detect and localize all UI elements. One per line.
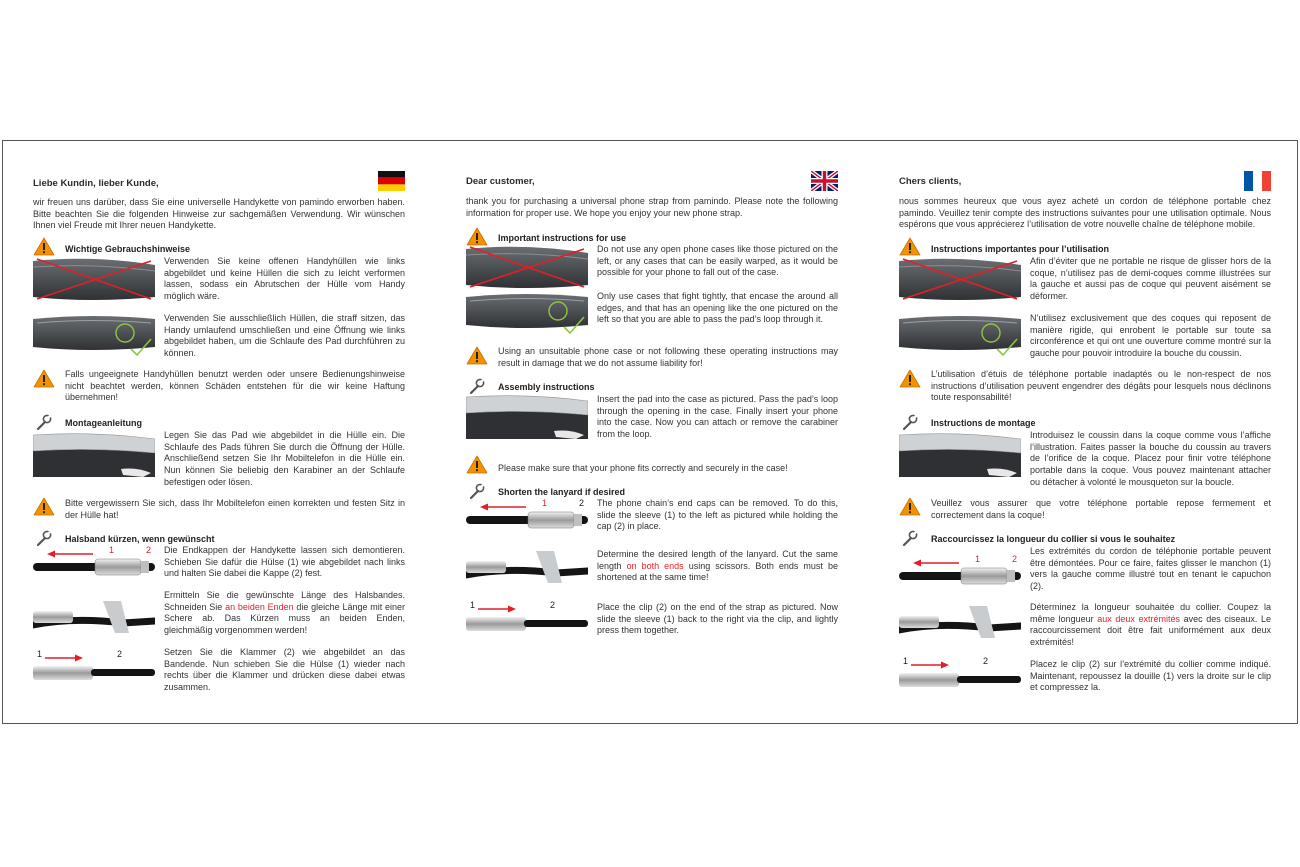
check-text-de: Bitte vergewissern Sie sich, dass Ihr Mobiltelefon einen korrekten und festen Sitz in der Hülle hat! bbox=[65, 498, 405, 520]
label-two: 2 bbox=[983, 656, 989, 666]
step1-text-en: The phone chain’s end caps can be removed. To do this, slide the sleeve (1) to the left as pictured while holding the cap (2) in place. bbox=[597, 498, 838, 532]
liability-text-de: Falls ungeeignete Handyhüllen benutzt werden oder unsere Bedienungshinweise nicht beachtet werden, können Schäden entstehen für die wir keine Haftung übernehmen! bbox=[65, 369, 405, 403]
warning-icon bbox=[33, 497, 55, 516]
bad-case-text-de: Verwenden Sie keine offenen Handyhüllen wie links abgebildet und keine Hüllen die sich zu leicht verformen lassen, sodass ein Abrutschen der Hülle vom Handy möglich wäre. bbox=[164, 256, 405, 302]
greeting-de: Liebe Kundin, lieber Kunde, bbox=[33, 178, 159, 189]
good-case-text-en: Only use cases that fight tightly, that encase the around all edges, and that has an opening like the one pictured on the left so that you are able to pass the pad’s loop through it. bbox=[597, 291, 838, 325]
strap-attach-image bbox=[33, 648, 155, 684]
strap-attach-image bbox=[466, 599, 588, 635]
english-column bbox=[466, 141, 838, 725]
greeting-fr: Chers clients, bbox=[899, 176, 962, 187]
tight-case-check-image bbox=[33, 313, 155, 357]
pad-insert-image bbox=[33, 433, 155, 477]
pad-insert-image bbox=[466, 395, 588, 439]
label-one: 1 bbox=[109, 545, 115, 555]
good-case-text-fr: N’utilisez exclusivement que des coques qui reposent de manière rigide, qui enrobent le portable sur toute sa circonférence et qui ont une ouverture comme montré sur la gauche pour pouvoir introduire la bouche du coussin. bbox=[1030, 313, 1271, 359]
intro-en: thank you for purchasing a universal phone strap from pamindo. Please note the following information for proper use. We hope you enjoy your new phone strap. bbox=[466, 196, 838, 218]
wrench-icon bbox=[35, 414, 52, 431]
step2-text-de: Ermitteln Sie die gewünschte Länge des Halsbandes. Schneiden Sie an beiden Enden die gleiche Länge mit einer Schere ab. Das Kürzen muss an beiden Enden, gleichmäßig vorgenommen werden! bbox=[164, 590, 405, 636]
check-text-en: Please make sure that your phone fits correctly and securely in the case! bbox=[498, 463, 788, 473]
assembly-heading-fr: Instructions de montage bbox=[931, 418, 1036, 428]
shorten-heading-en: Shorten the lanyard if desired bbox=[498, 487, 626, 497]
step2-text-fr: Déterminez la longueur souhaitée du collier. Coupez la même longueur aux deux extrémités avec des ciseaux. Le raccourcissement doit être fait uniformément aux deux extrémités! bbox=[1030, 602, 1271, 648]
assembly-text-en: Insert the pad into the case as pictured. Pass the pad’s loop through the opening in the case. Finally insert your phone into the case. Now you can attach or remove the carabiner from the loop. bbox=[597, 394, 838, 440]
german-column bbox=[33, 141, 405, 725]
step1-text-de: Die Endkappen der Handykette lassen sich demontieren. Schieben Sie dafür die Hülse (1) wie abgebildet nach links und halten Sie dabei die Kappe (2) fest. bbox=[164, 545, 405, 579]
label-two: 2 bbox=[117, 649, 123, 659]
step2-text-en: Determine the desired length of the lanyard. Cut the same length on both ends using scissors. Both ends must be shortened at the same time! bbox=[597, 549, 838, 583]
bad-case-text-fr: Afin d’éviter que ne portable ne risque de glisser hors de la coque, n’utilisez pas de demi-coques comme illustrées sur la gauche et aussi pas de coque qui peuvent aisément se déformer. bbox=[1030, 256, 1271, 302]
good-case-text-de: Verwenden Sie ausschließlich Hüllen, die straff sitzen, das Handy umlaufend umschließen und eine Öffnung wie links abgebildet haben, um die Schlaufe des Pad durchführen zu können. bbox=[164, 313, 405, 359]
step3-text-en: Place the clip (2) on the end of the strap as pictured. Now slide the sleeve (1) back to the right via the clip, and lightly press them together. bbox=[597, 602, 838, 636]
important-heading-fr: Instructions importantes pour l’utilisation bbox=[931, 244, 1110, 254]
instruction-sheet bbox=[2, 140, 1298, 724]
strap-remove-image bbox=[33, 544, 155, 580]
uk-flag-icon bbox=[811, 171, 838, 191]
warning-icon bbox=[33, 369, 55, 388]
strap-cut-image bbox=[466, 551, 588, 583]
german-flag-icon bbox=[378, 171, 405, 191]
french-column bbox=[899, 141, 1271, 725]
strap-cut-image bbox=[899, 606, 1021, 638]
label-two: 2 bbox=[1012, 554, 1018, 564]
step1-text-fr: Les extrémités du cordon de téléphonie portable peuvent être démontées. Pour ce faire, faites glisser le manchon (1) vers la gauche comme illustré tout en tenant le capuchon (2). bbox=[1030, 546, 1271, 592]
strap-remove-image bbox=[899, 553, 1021, 589]
step3-text-fr: Placez le clip (2) sur l’extrémité du collier comme indiqué. Maintenant, repoussez la douille (1) vers la droite sur le clip et compressez la. bbox=[1030, 659, 1271, 693]
assembly-heading-en: Assembly instructions bbox=[498, 382, 595, 392]
warning-icon bbox=[466, 455, 488, 474]
label-one: 1 bbox=[542, 498, 548, 508]
shorten-heading-de: Halsband kürzen, wenn gewünscht bbox=[65, 534, 215, 544]
liability-text-fr: L’utilisation d’étuis de téléphone portable inadaptés ou le non-respect de nos instructions d’utilisation peuvent engendrer des dégâts pour lesquels nous déclinons toute responsabilité! bbox=[931, 369, 1271, 403]
intro-de: wir freuen uns darüber, dass Sie eine universelle Handykette von pamindo erworben haben. Bitte beachten Sie die folgenden Hinweise zur sachgemäßen Verwendung. Wir wünschen Ihnen viel Freude mit Ihrer neuen Handykette. bbox=[33, 197, 405, 231]
shorten-heading-fr: Raccourcissez la longueur du collier si vous le souhaitez bbox=[931, 534, 1176, 544]
warning-icon bbox=[466, 346, 488, 365]
bad-case-text-en: Do not use any open phone cases like those pictured on the left, or any cases that can be easily warped, as it would be possible for your phone to fall out of the case. bbox=[597, 244, 838, 278]
important-heading-de: Wichtige Gebrauchshinweise bbox=[65, 244, 190, 254]
label-two: 2 bbox=[579, 498, 585, 508]
label-one: 1 bbox=[975, 554, 981, 564]
warning-icon bbox=[899, 237, 921, 256]
strap-cut-image bbox=[33, 601, 155, 633]
step3-text-de: Setzen Sie die Klammer (2) wie abgebildet an das Bandende. Nun schieben Sie die Hülse (1) wieder nach rechts über die Klammer und drücken diese dabei etwas zusammen. bbox=[164, 647, 405, 693]
label-two: 2 bbox=[146, 545, 152, 555]
wrench-icon bbox=[468, 378, 485, 395]
label-one: 1 bbox=[903, 656, 909, 666]
open-case-crossed-image bbox=[466, 245, 588, 289]
important-heading-en: Important instructions for use bbox=[498, 233, 627, 243]
warning-icon bbox=[466, 227, 488, 246]
warning-icon bbox=[899, 369, 921, 388]
strap-remove-image bbox=[466, 497, 588, 533]
wrench-icon bbox=[901, 530, 918, 547]
strap-attach-image bbox=[899, 655, 1021, 691]
pad-insert-image bbox=[899, 433, 1021, 477]
assembly-heading-de: Montageanleitung bbox=[65, 418, 142, 428]
warning-icon bbox=[899, 497, 921, 516]
wrench-icon bbox=[901, 414, 918, 431]
intro-fr: nous sommes heureux que vous ayez acheté un cordon de téléphone portable chez pamindo. Veuillez tenir compte des instructions suivantes pour une utilisation optimale. Nous espérons que vous apprécierez l’utilisation de votre nouvelle chaîne de téléphone mobile. bbox=[899, 196, 1271, 230]
assembly-text-de: Legen Sie das Pad wie abgebildet in die Hülle ein. Die Schlaufe des Pads führen Sie durch die Öffnung der Hülle. Anschließend setzen Sie Ihr Mobiltelefon in die Hülle ein. Nun können Sie beliebig den Karabiner an der Schlaufe befestigen oder lösen. bbox=[164, 430, 405, 487]
open-case-crossed-image bbox=[33, 257, 155, 301]
greeting-en: Dear customer, bbox=[466, 176, 535, 187]
liability-text-en: Using an unsuitable phone case or not following these operating instructions may result in damage that we do not assume liability for! bbox=[498, 346, 838, 368]
tight-case-check-image bbox=[899, 313, 1021, 357]
label-two: 2 bbox=[550, 600, 556, 610]
tight-case-check-image bbox=[466, 291, 588, 335]
label-one: 1 bbox=[470, 600, 476, 610]
warning-icon bbox=[33, 237, 55, 256]
label-one: 1 bbox=[37, 649, 43, 659]
check-text-fr: Veuillez vous assurer que votre téléphone portable repose fermement et correctement dans la coque! bbox=[931, 498, 1271, 520]
french-flag-icon bbox=[1244, 171, 1271, 191]
assembly-text-fr: Introduisez le coussin dans la coque comme vous l’affiche l’illustration. Faites passer la bouche du coussin au travers de l’orifice de la coque. Placez pour finir votre téléphone portable dans la coque. Vous pouvez maintenant attacher ou détacher à volonté le mousqueton sur la boucle. bbox=[1030, 430, 1271, 487]
open-case-crossed-image bbox=[899, 257, 1021, 301]
